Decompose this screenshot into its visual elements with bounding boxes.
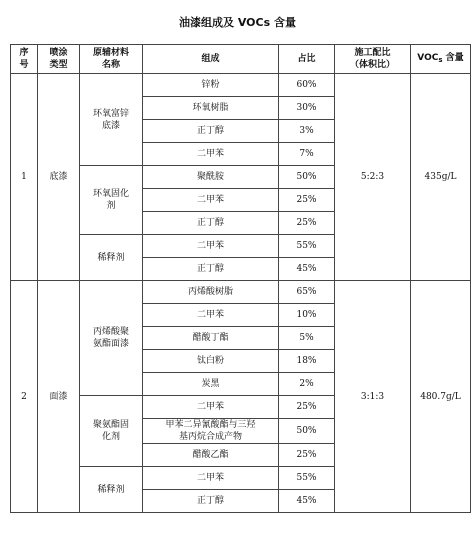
component-cell: 正丁醇 [143, 120, 279, 143]
ratio-cell: 10% [279, 304, 335, 327]
spray-type-cell: 底漆 [38, 74, 80, 281]
header-voc-suffix: 含量 [442, 53, 464, 63]
ratio-cell: 50% [279, 166, 335, 189]
mix-ratio-cell: 3:1:3 [335, 281, 411, 513]
ratio-cell: 55% [279, 235, 335, 258]
material-name-cell: 稀释剂 [80, 235, 143, 281]
header-composition: 组成 [143, 45, 279, 74]
ratio-cell: 2% [279, 373, 335, 396]
ratio-cell: 25% [279, 444, 335, 467]
ratio-cell: 45% [279, 258, 335, 281]
component-cell: 醋酸乙酯 [143, 444, 279, 467]
seq-cell: 2 [11, 281, 38, 513]
material-name-cell: 聚氨酯固 化剂 [80, 396, 143, 467]
spray-type-cell: 面漆 [38, 281, 80, 513]
ratio-cell: 18% [279, 350, 335, 373]
component-cell: 醋酸丁酯 [143, 327, 279, 350]
material-name-cell: 丙烯酸聚 氨酯面漆 [80, 281, 143, 396]
material-name-cell: 稀释剂 [80, 467, 143, 513]
component-cell: 甲苯二异氰酸酯与三羟 基丙烷合成产物 [143, 419, 279, 444]
component-cell: 二甲苯 [143, 304, 279, 327]
voc-content-cell: 435g/L [411, 74, 471, 281]
header-voc-subscript: s [438, 56, 443, 64]
table-row [11, 74, 471, 97]
ratio-cell: 45% [279, 490, 335, 513]
ratio-cell: 3% [279, 120, 335, 143]
header-voc-prefix: VOC [417, 53, 439, 63]
component-cell: 二甲苯 [143, 235, 279, 258]
component-cell: 二甲苯 [143, 467, 279, 490]
component-cell: 二甲苯 [143, 396, 279, 419]
ratio-cell: 60% [279, 74, 335, 97]
ratio-cell: 30% [279, 97, 335, 120]
ratio-cell: 25% [279, 396, 335, 419]
table-row [11, 281, 471, 304]
paint-composition-table [10, 44, 471, 513]
ratio-cell: 25% [279, 189, 335, 212]
ratio-cell: 7% [279, 143, 335, 166]
header-spray-type: 喷涂 类型 [38, 45, 80, 74]
header-raw-material: 原辅材料 名称 [80, 45, 143, 74]
table-body [11, 74, 471, 513]
component-cell: 钛白粉 [143, 350, 279, 373]
header-mix-ratio: 施工配比 （体积比） [335, 45, 411, 74]
component-cell: 正丁醇 [143, 212, 279, 235]
seq-cell: 1 [11, 74, 38, 281]
component-cell: 锌粉 [143, 74, 279, 97]
component-cell: 正丁醇 [143, 258, 279, 281]
material-name-cell: 环氧固化 剂 [80, 166, 143, 235]
header-row [11, 45, 471, 74]
ratio-cell: 55% [279, 467, 335, 490]
component-cell: 丙烯酸树脂 [143, 281, 279, 304]
component-cell: 环氧树脂 [143, 97, 279, 120]
ratio-cell: 5% [279, 327, 335, 350]
component-cell: 炭黑 [143, 373, 279, 396]
ratio-cell: 50% [279, 419, 335, 444]
ratio-cell: 65% [279, 281, 335, 304]
document-title: 油漆组成及 VOCs 含量 [179, 16, 296, 29]
header-voc [411, 45, 471, 74]
ratio-cell: 25% [279, 212, 335, 235]
component-cell: 聚酰胺 [143, 166, 279, 189]
material-name-cell: 环氧富锌 底漆 [80, 74, 143, 166]
component-cell: 正丁醇 [143, 490, 279, 513]
component-cell: 二甲苯 [143, 189, 279, 212]
header-seq: 序 号 [11, 45, 38, 74]
component-cell: 二甲苯 [143, 143, 279, 166]
voc-content-cell: 480.7g/L [411, 281, 471, 513]
header-ratio: 占比 [279, 45, 335, 74]
mix-ratio-cell: 5:2:3 [335, 74, 411, 281]
